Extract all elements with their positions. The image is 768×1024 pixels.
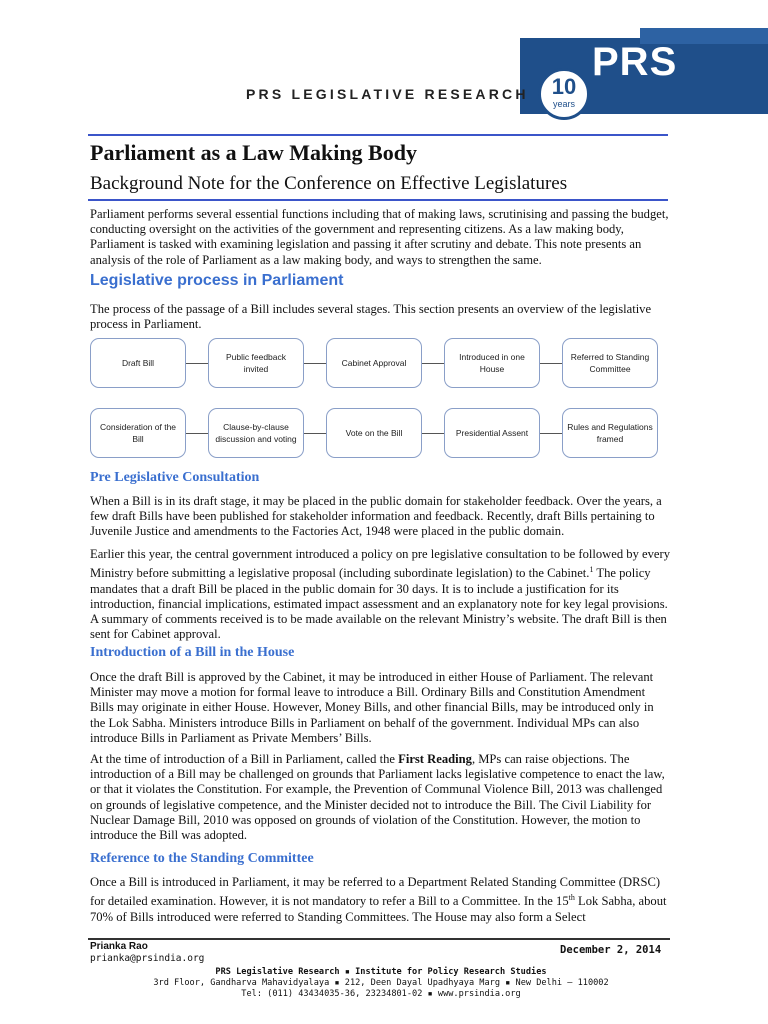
badge-number: 10 xyxy=(551,74,577,99)
diagram-connector xyxy=(304,433,326,434)
diagram-step: Introduced in one House xyxy=(444,338,540,388)
para-text: Lok Sabha, about 70% of Bills introduced were referred to Standing Committees. The House may also form a Select xyxy=(90,894,667,924)
introduction-paragraph-1: Once the draft Bill is approved by the Cabinet, it may be introduced in either House of Parliament. The relevant Minister may move a motion for formal leave to introduce a Bill. Ordinary Bills and Constitution Amendment Bills may originate in either House. However, Money Bills, and other financial Bills, may be introduced only in the Lok Sabha. Ministers introduce Bills in Parliament on behalf of the government. Individual MPs can also introduce Bills in Parliament as Private Members’ Bills. xyxy=(90,670,654,745)
diagram-connector xyxy=(186,433,208,434)
section-heading-pre-legislative: Pre Legislative Consultation xyxy=(90,470,260,485)
para-text: At the time of introduction of a Bill in Parliament, called the xyxy=(90,752,399,766)
legislative-process-paragraph: The process of the passage of a Bill includes several stages. This section presents an overview of the legislative process in Parliament. xyxy=(90,302,652,332)
diagram-step: Vote on the Bill xyxy=(326,408,422,458)
standing-committee-paragraph xyxy=(90,875,672,925)
pre-legislative-paragraph-2 xyxy=(90,547,672,642)
diagram-connector xyxy=(422,363,444,364)
footnote-marker: 1 xyxy=(589,565,594,575)
diagram-step: Public feedback invited xyxy=(208,338,304,388)
diagram-connector xyxy=(422,433,444,434)
diagram-connector xyxy=(304,363,326,364)
footer-contact-line: Tel: (011) 43434035-36, 23234801-02 ▪ www.prsindia.org xyxy=(241,989,521,999)
section-heading-introduction: Introduction of a Bill in the House xyxy=(90,645,295,660)
footer-address-line: 3rd Floor, Gandharva Mahavidyalaya ▪ 212, Deen Dayal Upadhyaya Marg ▪ New Delhi – 110002 xyxy=(153,978,609,988)
first-reading-term: First Reading xyxy=(398,752,472,766)
introduction-paragraph-2 xyxy=(90,752,672,843)
diagram-step: Clause-by-clause discussion and voting xyxy=(208,408,304,458)
diagram-connector xyxy=(186,363,208,364)
diagram-step: Cabinet Approval xyxy=(326,338,422,388)
legislative-process-diagram xyxy=(90,338,660,463)
organization-header: PRS LEGISLATIVE RESEARCH xyxy=(246,86,529,102)
para-text: The policy mandates that a draft Bill be placed in the public domain for 30 days. It is to include a justification for its introduction, financial implications, estimated impact assessment and an explanatory note for key legal provisions. A summary of comments received is to be made available on the relevant Ministry’s website. The draft Bill is then sent for Cabinet approval. xyxy=(90,566,668,642)
footer-org-line: PRS Legislative Research ▪ Institute for Policy Research Studies xyxy=(215,967,547,977)
document-title: Parliament as a Law Making Body xyxy=(90,140,417,165)
footer-divider xyxy=(88,938,670,940)
diagram-step: Presidential Assent xyxy=(444,408,540,458)
badge-label: years xyxy=(552,99,575,109)
pre-legislative-paragraph-1: When a Bill is in its draft stage, it may be placed in the public domain for stakeholder feedback. Over the years, a few draft Bills have been published for stakeholder information and feedback. Recently, draft Bills pertaining to Juvenile Justice and amendments to the Factories Act, 1948 were placed in the public domain. xyxy=(90,494,662,539)
para-text: Earlier this year, the central government introduced a policy on pre legislative consultation to be followed by every Ministry before submitting a legislative proposal (including subordinate legislation) to the Cabinet. xyxy=(90,547,671,581)
diagram-step: Consideration of the Bill xyxy=(90,408,186,458)
diagram-connector xyxy=(540,363,562,364)
diagram-step: Referred to Standing Committee xyxy=(562,338,658,388)
para-text: , MPs can raise objections. The introduction of a Bill may be challenged on grounds that Parliament lacks legislative competence to enact the law, or that it violates the Constitution. For example, the Prevention of Communal Violence Bill, 2013 was challenged on grounds of legislative competence, and the Minister decided not to introduce the Bill. The Civil Liability for Nuclear Damage Bill, 2010 was opposed on grounds of violation of the Constitution. However, the motion to introduce the Bill was adopted. xyxy=(90,752,665,843)
diagram-connector xyxy=(540,433,562,434)
para-text: Once a Bill is introduced in Parliament, it may be referred to a Department Related Standing Committee (DRSC) for detailed examination. However, it is not mandatory to refer a Bill to a Committee. In the 15 xyxy=(90,875,661,909)
document-date: December 2, 2014 xyxy=(560,944,662,956)
document-subtitle: Background Note for the Conference on Effective Legislatures xyxy=(90,173,568,194)
intro-paragraph: Parliament performs several essential functions including that of making laws, scrutinising and passing the budget, conducting oversight on the activities of the government and representing citizens. As a law making body, Parliament is tasked with examining legislation and passing it after scrutiny and debate. This note presents an analysis of the role of Parliament as a law making body, and ways to strengthen the same. xyxy=(90,207,669,267)
diagram-step: Draft Bill xyxy=(90,338,186,388)
section-heading-standing-committee: Reference to the Standing Committee xyxy=(90,851,314,866)
title-divider xyxy=(88,199,668,201)
author-name: Prianka Rao xyxy=(90,941,148,952)
diagram-step: Rules and Regulations framed xyxy=(562,408,658,458)
author-email[interactable]: prianka@prsindia.org xyxy=(90,953,205,964)
ordinal-suffix: th xyxy=(568,893,575,903)
header-divider xyxy=(88,134,668,136)
prs-logo-text: PRS xyxy=(592,40,678,84)
ten-years-badge xyxy=(538,68,590,120)
section-heading-legislative-process: Legislative process in Parliament xyxy=(90,272,344,289)
